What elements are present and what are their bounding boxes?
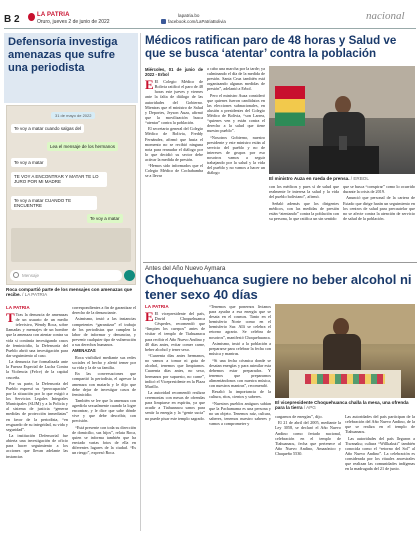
bottom-caption-credit: / APG (303, 405, 316, 411)
section-rule (143, 262, 417, 263)
brand-logo (28, 13, 35, 21)
bottom-story (143, 264, 417, 532)
top-paragraph: Señaló además que los dirigentes médicos, con las medidas de presión están “atentando” contra la población con su persona, lo que ratifica un sin sentido (269, 200, 339, 221)
dateline: Oruro, jueves 2 de junio de 2022 (37, 19, 110, 25)
left-caption-text: Roca compartió parte de los mensajes con amenazas que recibe. (6, 287, 133, 298)
site-url[interactable]: lapatria.bo (178, 13, 200, 18)
left-story (4, 33, 138, 531)
chat-message-in: TE VOY A ENCONTRAR Y MATAR TE LO JURO POR MI MADRE (11, 172, 107, 187)
column-divider (140, 33, 141, 531)
bottom-paragraph: E El vicepresidente del país, David Choquehuanca Céspedes, recomendó que “limpien los cuerpos” antes de visitar el templo de Tiahuanacu para recibir el Año Nuevo Andino y 40 días antes, evitar comer carne, beber alcohol y tener sexo. (145, 309, 205, 352)
page-number: B 2 (4, 14, 20, 25)
bottom-paragraph: “Cuarenta días antes hermanos, no vamos a tomar ni gota de alcohol, tenemos que limpiarnos. Cuarenta días antes, no sexo, hermanos por supuesto, no carne”, indicó el Vicepresidente en la Plaza Murillo. (145, 353, 205, 389)
chat-message-out: Lea el mensaje de los hermanos (47, 142, 118, 151)
left-paragraph: Roca visibilizó mediante sus redes sociales el hecho y alertó temer por su vida y la de su familia. (72, 354, 136, 370)
top-col1 (145, 66, 203, 258)
chat-input-bar (10, 270, 122, 281)
facebook-url[interactable]: facebook.com/LaPatriaBolivia (168, 19, 226, 24)
smile-icon (13, 272, 19, 278)
chat-message-in: Te voy a matar CUANDO TE ENCUENTRE (11, 196, 97, 210)
chat-screenshot (6, 105, 136, 285)
top-col2 (207, 66, 265, 258)
left-paragraph: Por su parte, la Defensoría del Pueblo expresó su “preocupación” por la situación por lo que exigió a los Servicios Legales Integrales Municipales (SLIM) y a la Policía y al sistema de justicia “generar medidas de protección inmediatas” en favor de la periodista, “en resguardo de su integridad, su vida y seguridad”. (6, 380, 68, 432)
top-story (143, 32, 417, 260)
bottom-paragraph: Las autoridades del país llegaron a Tiwanaku; cultura “Willkakuti” también conocida como el “retorno del Sol” al Año Nuevo Andino”. La celebración es considerada por los rituales ancestrales que realizan las comunidades indígenas en la madrugada del 21 de junio. (345, 435, 415, 472)
left-paragraph: correspondientes a fin de garantizar el derecho de la denunciante. (72, 305, 136, 316)
top-paragraph: que se busca “conspirar” como lo ocurrido durante la crisis de 2019. (343, 184, 415, 195)
bottom-headline: Choquehuanca sugiere no beber alcohol ni tener sexo 40 días (145, 272, 412, 302)
facebook-icon (161, 19, 166, 24)
top-photo-caption (269, 176, 415, 181)
chat-message-in: Te voy a matar cuando salgas del (11, 124, 84, 133)
bottom-story-tag: LA PATRIA (145, 304, 169, 309)
top-paragraph: Pero el ministro Auza consideró que quienes fueron candidatos en las elecciones subnacionales, en alusión a presidentes del Colegio Médico de Bolivia, “son Larrea, “quienes ven y están contra el derecho a la salud que tiene nuestro pueblo”. (207, 92, 265, 134)
left-headline: Defensoría investiga amenazas que sufre una periodista (8, 36, 118, 75)
bottom-paragraph: “Si una fecha cósmica donde se desatan energías y para asimilar esta debemos estar preparados. Y tenemos que prepararnos alimentándonos con nuestra música, con nuestros mantras”, recomendó. (209, 357, 271, 388)
left-subhead: AMENAZAS (72, 348, 96, 354)
bottom-photo-caption (275, 400, 415, 411)
dropcap: E (145, 309, 154, 325)
top-paragraph: con los médicos y pues sí de salud que realmente le interesa la salud y la vida del pueblo boliviano”, afirmó. (269, 184, 339, 200)
left-photo-caption (6, 287, 136, 298)
top-caption-credit: / ERBOL (350, 176, 369, 181)
bottom-paragraph: cargarnos de energías”, dijo. (275, 414, 323, 419)
left-body-col1 (6, 305, 68, 531)
top-col4 (343, 184, 415, 258)
left-body-col2 (72, 305, 136, 531)
section-name: nacional (366, 10, 405, 22)
top-caption-text: El ministro Auza en rueda de prensa. (269, 176, 350, 181)
left-paragraph: En las conversaciones que compartió la periodista, el agresor la amenaza con matarla y le dijo que debe dejar de investigar casos de feminicidio. (72, 371, 136, 397)
chat-message-out: Te voy a matar (87, 214, 123, 223)
top-headline: Médicos ratifican paro de 48 horas y Salud ve que se busca ‘atentar’ contra la población (145, 34, 397, 61)
top-paragraph: “Hemos sido informados que el Colegio Médico de Cochabamba se a llevar (145, 163, 203, 179)
chat-blur-area (11, 228, 131, 262)
photo-offering-items (305, 374, 385, 384)
top-paragraph: “Nosotros Gobierno, nuestro presidente y este ministro están al servicio del pueblo y no de intereses de grupos por eso nosotros vamos a seguir trabajando por la salud y la vida del pueblo y no vamos a hacer un diálogo (207, 134, 265, 176)
left-paragraph: “Está presente con toda su dirección de domicilio, sus hijos”, relata Roca, quien se informa también que ha enviado varias fotos de ella en diferentes lugares de la ciudad. “Es un riesgo”, expresó Roca. (72, 424, 136, 456)
top-photo (269, 66, 415, 174)
photo-microphones (339, 136, 347, 150)
left-paragraph: La denuncia fue formalizada ante la Fuerza Especial de Lucha Contra la Violencia (Felcv) de la capital cruceña. (6, 359, 68, 380)
bottom-photo (275, 304, 415, 398)
top-col3 (269, 184, 339, 258)
top-paragraph: E El Colegio Médico de Bolivia ratificó el paro de 48 horas este jueves y viernes ante la falta de diálogo de las autoridades del Gobierno. Mientras que el ministro de Salud y Deportes, Jeyson Auza, afirmó que la movilización busca “atentar” contra la población. (145, 77, 203, 125)
brand-name: LA PATRIA (37, 12, 70, 18)
bottom-caption-text: El vicepresidente Choquehuanca challa la mesa, una ofrenda para la tierra (275, 400, 409, 411)
chat-message-in: Te voy a matar (11, 158, 47, 167)
header-rule (4, 28, 416, 29)
page-header (0, 0, 420, 30)
dropcap: E (145, 77, 154, 93)
left-caption-credit: / LA PATRIA (22, 292, 48, 298)
bottom-col1 (145, 304, 205, 530)
bottom-kicker: Antes del Año Nuevo Aymara (145, 265, 226, 272)
bottom-col3 (275, 414, 341, 530)
left-paragraph: La institución Defensorial fue abierta una investigación de oficio para hacer seguimiento a los acciones que llevan adelante las instancias (6, 433, 68, 459)
left-paragraph: T Tras la denuncia de amenazas de un usuario de un medio televisivo, Wendy Roca, sobre llamadas y mensajes de un hombre que la amenaza con atentar contra su vida si continúa investigando casos de feminicidio, la Defensoría del Pueblo abrió una investigación para dar seguimiento al caso. (6, 310, 68, 358)
left-story-tag: LA PATRIA (6, 305, 30, 310)
bottom-paragraph: “Nuestros pueblos antiguos sabían que la Pachamama es una persona y no un objeto. Tenemos raíz, cultura, saberes, tenemos nuestro saberes y vamos a comprometer y (209, 400, 271, 427)
bottom-paragraph: El 21 de abril del 2005, mediante la Ley 3058, se declaró el Año Nuevo Andino como feriado nacional, celebración en el templo de Tiahuanacu, fecha que pertenece al Año Nuevo Andino, Amazónico y Chaqueño 5530. (275, 420, 341, 456)
chat-date-chip: 31 de mayo de 2022 (51, 112, 95, 119)
left-headline-box (4, 33, 138, 103)
mic-icon (124, 270, 135, 281)
top-paragraph: Anunció que personal de la cartera de Estado que dirige harán un seguimiento en los centros de salud para precautelar que no se afecte contra la atención de servicio de salud de la población. (343, 195, 415, 221)
chat-input-placeholder: Mensaje (22, 272, 40, 278)
top-paragraph: El secretario general del Colegio Médico de Bolivia, Freddy Fernández, afirmó que hasta el momento no se recibió ninguna nota para reanudar el diálogo por lo que decidió su sector debe activar la medida de presión. (145, 126, 203, 162)
photo-podium (309, 146, 379, 174)
photo-flag (275, 86, 305, 126)
left-paragraph: También se lee que la amenaza con agredirla sexualmente cuando la logre encontrar, y le dice que sabe dónde vive y que debe describir, con precisión. (72, 398, 136, 424)
top-dateline: Miércoles, 01 de junio de 2022 - Erbol (145, 67, 203, 78)
bottom-paragraph: “Tenemos que ponernos livianos para ayudar a esa energía que se desata en el cosmos. Tanto en el hemisferio Norte como en el hemisferio Sur. Allí se celebra el retorno agrario. Se celebra de nosotros”, manifestó Choquehuanca. (209, 304, 271, 340)
bottom-paragraph: Asimismo, instó a la población a prepararse para celebrar la fecha con música y mantras. (209, 340, 271, 357)
dropcap: T (6, 310, 15, 326)
bottom-col2 (209, 304, 271, 530)
bottom-paragraph: La autoridad recomendó realizar ceremonias con mesas de ofrendas para limpiarse en espíritu, ya que acudir a Tiahuanacu sanos para sentir la energía y la “gente sucia” no puede pisar este templo sagrado. (145, 390, 205, 421)
bottom-paragraph: Resaltó la importancia de la cultura, ritos, cientos y saberes. (209, 389, 271, 400)
bottom-paragraph: Las autoridades del país participan de la celebración del Año Nuevo Andino, de la que se realiza en el templo de Tiahuanacu. (345, 414, 415, 435)
top-paragraph: a cabo una marcha por la tarde; ya culminando el día de la medida de presión. Santa Cruz también está organizando algunas medidas de presión”, adelantó a Erbol. (207, 66, 265, 92)
left-paragraph: Asimismo, instó a las instancias competentes “garantizar” el trabajo de los periodistas que cumplen la labor de informar y denunciar, y prevenir cualquier tipo de vulneración a sus derechos humanos. (72, 316, 136, 347)
bottom-col4 (345, 414, 415, 530)
